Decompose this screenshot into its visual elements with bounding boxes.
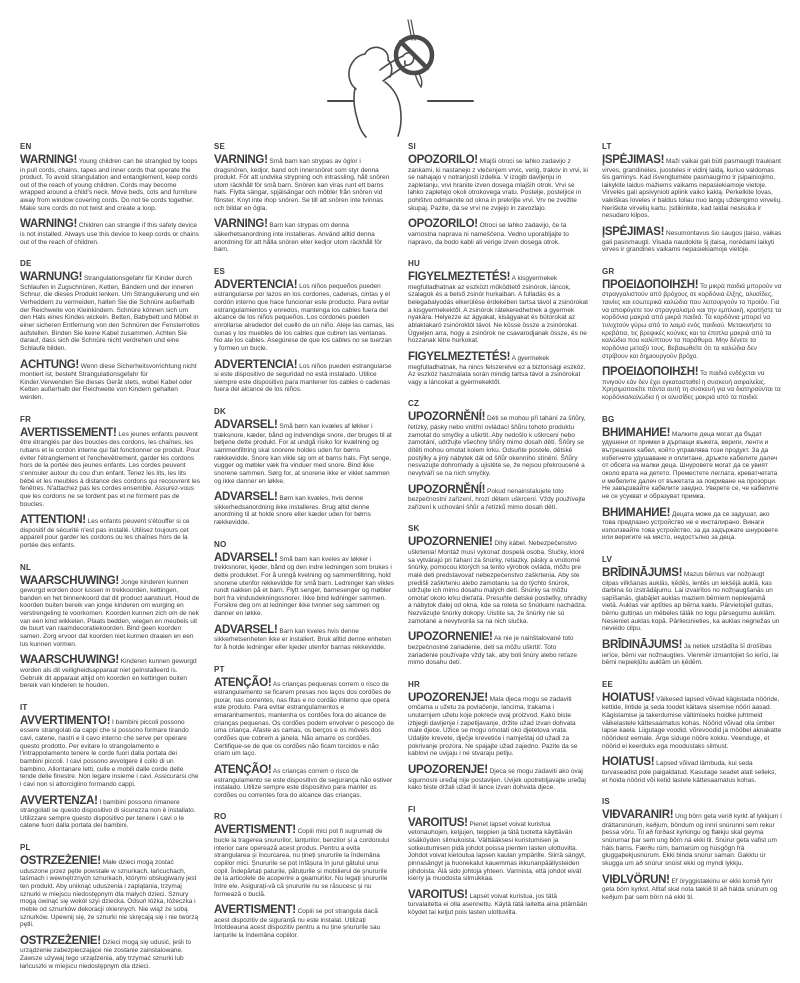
- warning-paragraph: [214, 765, 394, 799]
- warning-text: Djeca se mogu zadaviti ako ovaj sigurnosni uređaj nije postavljen. Uvijek upotrebljavajte uređaj kako biste držali užad ili lance izvan dohvata djece.: [408, 768, 586, 792]
- warning-text: Copiii mici pot fi sugrumați de bucle la tragerea șnururilor, lanțurilor, benzilor și a cordonului interior care operează acest produs. Pentru a evita strangularea și încurcarea, nu țineți șnururile la îndemâna copiilor mici. Șnururile se pot înfășura în jurul gâtului unui copil. Îndepărtați paturile, pătuțurile și mobilierul de șnururile de la articolele de acoperire a geamurilor. Nu legați șnururile între ele. Asigurați-vă că șnururile nu se răsucesc și nu formează o buclă.: [214, 828, 390, 898]
- warning-text: Τα μικρά παιδιά μπορούν να στραγγαλιστούν από βρόχους σε κορδόνια έλξης, αλυσίδες, ταινίες και εσωτερικά καλώδια που λειτουργούν το προϊόν. Για να αποφύγετε τον στραγγαλισμό και την εμπλοκή, κρατήστε τα κορδόνια μακριά από μικρά παιδιά. Τα κορδόνια μπορεί να τυλιχτούν γύρω από το λαιμό ενός παιδιού. Μετακινήστε τα κρεβάτια, τις βρεφικές κούνιες και τα έπιπλα μακριά από τα καλώδια που καλύπτουν τα παράθυρα. Μην δένετε τα κορδόνια μεταξύ τους. Βεβαιωθείτε ότι τα καλώδια δεν στρίβουν και δημιουργούν βρόχο.: [602, 282, 782, 360]
- warning-text: Jonge kinderen kunnen gewurgd worden door lussen in trekkoorden, kettingen, banden en het binnenkoord dat dit product aanstuurt. Houd de koorden buiten bereik van jonge kinderen om wurging en verstrengeling te voorkomen. Koorden kunnen zich om de nek van een kind wikkelen. Plaats bedden, wiegen en meubels uit de buurt van raamdecoratiekoorden. Bind geen koorden samen. Zorg ervoor dat koorden niet kunnen draaien en een lus kunnen vormen.: [20, 578, 200, 648]
- warning-text: Mazus bērnus var nožņaugt cilpas vilkšanas auklās, ķēdēs, lentēs un iekšējā auklā, kas darbina šo izstrādājumu. Lai izvairītos no nožņaugšanās un sapīšanās, glabājiet auklas maziem bērniem nepieejamā vietā. Auklas var aptīties ap bērna kaklu. Pārvietojiet gultas, bērnu gultiņas un mēbeles tālāk no logu pārsegumu auklām. Nesieniet auklas kopā. Pārliecinieties, ka auklas negriežas un neveido cilpu.: [602, 571, 780, 633]
- warning-paragraph: [602, 810, 782, 867]
- warning-paragraph: [20, 272, 200, 352]
- warning-headword: UPOZORNENIE!: [408, 536, 493, 549]
- warning-headword: AVERTISSEMENT!: [20, 426, 117, 439]
- warning-headword: AVVERTENZA!: [20, 794, 98, 807]
- warning-text: Děti se mohou při tahání za šňůry, řetízky, pásky nebo vnitřní ovládací šňůru tohoto produktu zamotat do smyčky a uškrtit. Aby nedošlo k uškrcení nebo zamotání, udržujte všechny šňůry mimo dosah dětí. Šňůry se dítěti mohou omotat kolem krku. Odsuňte postele, dětské postýlky a jiný nábytek dál od šňůr okenního stínění. Šňůry nesvazujte dohromady a ujistěte se, že nejsou překroucené a nevytváří se na nich smyčky.: [408, 415, 586, 477]
- warning-text: Børn kan kvæles, hvis denne sikkerhedsanordning ikke installeres. Brug altid denne anordning til at holde snore eller kæder uden for børns rækkevidde.: [214, 495, 371, 527]
- language-code: DE: [20, 259, 32, 269]
- child-figure-icon: [349, 47, 414, 137]
- warning-headword: WARNING!: [20, 218, 78, 231]
- warning-headword: WAARSCHUWING!: [20, 654, 119, 667]
- warning-headword: WAARSCHUWING!: [20, 574, 119, 587]
- warning-paragraph: [214, 155, 394, 212]
- section-lt: [602, 142, 782, 254]
- section-si: [408, 142, 588, 246]
- warning-paragraph: [214, 553, 394, 618]
- language-code: RO: [214, 812, 227, 822]
- warning-text: Nesumontavus šio saugos įtaiso, vaikas gali pasismaugti. Visada naudokite šį įtaisą, norėdami laikyti virves ir grandines vaikams nepasiekiamoje vietoje.: [602, 230, 782, 254]
- warning-text: Children can strangle if this safety device is not installed. Always use this device to keep cords or chains out of the reach of children.: [20, 222, 199, 246]
- section-gr: [602, 267, 782, 402]
- language-code: FI: [408, 804, 416, 814]
- warning-headword: AVERTISMENT!: [214, 824, 296, 837]
- warning-headword: ĮSPĖJIMAS!: [602, 226, 665, 239]
- language-code: SI: [408, 142, 416, 151]
- warning-text: Los niños pueden estrangularse si este dispositivo de seguridad no está instalado. Utilice siempre este dispositivo para mantener los cables o cadenas fuera del alcance de los niños.: [214, 362, 392, 394]
- warning-headword: WARNING!: [20, 154, 78, 166]
- warning-headword: VIÐLVÖRUN!: [602, 873, 670, 886]
- warning-paragraph: [20, 360, 200, 402]
- warning-text: Małe dzieci mogą zostać uduszone przez pętle powstałe w sznurkach, łańcuchach, taśmach i wewnętrznych sznurkach, którymi obsługiwany jest ten produkt. Aby uniknąć uduszenia i zaplątania, trzymaj sznurki w miejscu niedostępnym dla małych dzieci. Sznury mogą owinąć się wokół szyi dziecka. Odsuń łóżka, łóżeczka i meble od sznurków dekoracji okiennych. Nie wiąż ze sobą sznurków. Upewnij się, że sznurki nie skręcają się i nie tworzą pętli.: [20, 859, 199, 929]
- warning-paragraph: [408, 352, 588, 386]
- warning-paragraph: [602, 875, 782, 902]
- language-code: CZ: [408, 399, 420, 409]
- warning-headword: ΠΡΟΕΙΔΟΠΟΙΗΣΗ!: [602, 278, 699, 291]
- warning-text: Pokud nenainstalujete toto bezpečnostní zařízení, hrozí dětem uškrcení. Vždy používejte zařízení k uchování šňůr a řetízků mimo dosah dětí.: [408, 487, 586, 511]
- warning-paragraph: [20, 155, 200, 212]
- warning-paragraph: [408, 693, 588, 758]
- warning-text: Lapset voivat kuristua, jos tätä turvalaitetta ei olla asennettu. Käytä tätä laitetta aina pitämään köydet tai ketjut pois lasten ulottuvilta.: [408, 892, 588, 917]
- section-se: [214, 142, 394, 254]
- section-bg: [602, 415, 782, 542]
- warning-paragraph: [408, 412, 588, 477]
- section-it: [20, 703, 200, 830]
- language-code: HR: [408, 679, 420, 689]
- warning-headword: UPOZORENJE!: [408, 764, 488, 776]
- warning-text: Ja netiek uzstādīta šī drošības ierīce, bērni var nožņaugties. Vienmēr izmantojiet šo ierīci, lai bērni nepiekļūtu auklām un ķēdēm.: [602, 643, 779, 667]
- warning-paragraph: [602, 367, 782, 401]
- warning-paragraph: [602, 757, 782, 784]
- warning-headword: OPOZORILO!: [408, 218, 478, 231]
- warning-headword: ACHTUNG!: [20, 358, 79, 371]
- warning-paragraph: [20, 219, 200, 246]
- section-dk: [214, 407, 394, 527]
- warning-text: Les enfants peuvent s'étouffer si ce dispositif de sécurité n'est pas installé. Utilisez toujours cet appareil pour garder les cordons ou les chaînes hors de la portée des enfants.: [20, 518, 190, 549]
- warning-headword: ADVERTENCIA!: [214, 278, 298, 291]
- warning-paragraph: [408, 219, 588, 246]
- warning-headword: ATTENTION!: [20, 514, 86, 527]
- column-3: [408, 142, 588, 983]
- warning-text: Les jeunes enfants peuvent être étranglés par des boucles des cordons, les chaînes, les rubans et le cordon interne qui fait fonctionner ce produit. Pour éviter l'étranglement et l'enchevêtrement, garder les cordons hors de la portée des jeunes enfants. Les cordes peuvent s'enrouler autour du cou d'un enfant. Tenez les lits, les lits bébé et les meubles à distance des cordons qui recouvrent les fenêtres. N'attachez pas les cordes ensemble. Assurez-vous que les cordons ne se tordent pas et ne forment pas de boucles.: [20, 430, 200, 508]
- warning-paragraph: [214, 420, 394, 485]
- warning-headword: VIÐVARANIR!: [602, 809, 674, 822]
- warning-text: Ak nie je nainštalované toto bezpečnostné zariadenie, deti sa môžu uškrtiť. Toto zariadenie používajte vždy tak, aby boli šnúry alebo reťaze mimo dosahu detí.: [408, 635, 578, 667]
- warning-paragraph: [408, 537, 588, 625]
- section-no: [214, 540, 394, 652]
- warning-paragraph: [214, 625, 394, 652]
- warning-headword: UPOZORNĚNÍ!: [408, 483, 486, 496]
- warning-headword: ADVARSEL!: [214, 419, 278, 432]
- warning-text: A kisgyermekek megfulladhatnak az eszközt működtető zsinórok, láncok, szalagok és a belső zsinór hurkaiban. A fulladás és a belegabalyodás elkerülése érdekében tartsa távol a zsinórokat a kisgyermekektől. A zsinórok rátekeredhetnek a gyermek nyakára. Helyezze az ágyakat, kiságyakat és bútorokat az ablaktakaró zsinóroktól távol. Ne kösse össze a zsinórokat. Ügyeljen arra, hogy a zsinórok ne csavarodjanak össze, és ne hozzanak létre hurkokat.: [408, 275, 588, 345]
- language-code: SE: [214, 142, 226, 151]
- section-hr: [408, 680, 588, 792]
- warning-paragraph: [602, 693, 782, 750]
- section-en: [20, 142, 200, 246]
- warning-text: Barn kan strypas om denna säkerhetsanordning inte installeras. Använd alltid denna anordning för att hålla snören eller kedjor utom räckhåll för barn.: [214, 222, 383, 254]
- section-fi: [408, 805, 588, 917]
- warning-text: Ef öryggistækinu er ekki komið fyrir geta börn kyrkst. Alltaf skal nota tækið til að halda snúrum og keðjum þar sem börn ná ekki til.: [602, 877, 778, 901]
- warning-headword: WARNUNG!: [20, 271, 83, 284]
- language-code: ES: [214, 266, 226, 276]
- language-code: FR: [20, 414, 32, 424]
- warning-paragraph: [602, 227, 782, 254]
- language-code: GR: [602, 266, 615, 276]
- warning-headword: UPOZORNĚNÍ!: [408, 411, 486, 424]
- prohibition-icon: [396, 37, 432, 73]
- warning-paragraph: [602, 155, 782, 220]
- language-code: EN: [20, 142, 32, 151]
- warning-paragraph: [408, 155, 588, 212]
- strangulation-hazard-illustration: [325, 8, 475, 140]
- warning-paragraph: [602, 280, 782, 360]
- warning-headword: AVVERTIMENTO!: [20, 714, 111, 727]
- warning-text: Strangulationsgefahr für Kinder durch Schlaufen in Zugschnüren, Ketten, Bändern und der inneren Schnur, die dieses Produkt lenken. Um Strangulierung und ein Verheddern zu vermeiden, halten Sie die Schnüre außerhalb der Reichweite von Kleinkindern. Schnüre können sich um den Hals eines Kindes wickeln. Betten, Babybett und Möbel in einer sicheren Entfernung von den Schnüren der Fensterrollos aufstellen. Binden Sie keine Kabel zusammen. Achten Sie darauf, dass sich die Schnüre nicht verdrehen und eine Schlaufe bilden.: [20, 275, 200, 352]
- warning-paragraph: [408, 485, 588, 512]
- warning-paragraph: [214, 280, 394, 353]
- warning-text: Lapsed võivad lämbuda, kui seda turvaseadist pole paigaldatud. Kasutage seadet alati selleks, et hoida nöörid või ketid lastele kättesaamatus kohas.: [602, 760, 777, 784]
- warning-text: Wenn diese Sicherheitsvorrichtung nicht montiert ist, besteht Strangulationsgefahr für Kinder.Verwenden Sie dieses Gerät stets, wobei Kabel oder Ketten außerhalb der Reichweite von Kindern gehalten werden.: [20, 362, 197, 402]
- column-2: [214, 142, 394, 983]
- warning-text: Barn kan kveles hvis denne sikkerhetsenheten ikke er installert. Bruk alltid denne enheten for å holde ledninger eller kjeder utenfor barnas rekkevidde.: [214, 627, 392, 651]
- warning-text: Otroci se lahko zadavijo, če ta varnostna naprava ni nameščena. Vedno uporabljajte to napravo, da bodo kabli ali verige izven dosega otrok.: [408, 222, 569, 246]
- language-columns: [20, 142, 782, 983]
- warning-text: I bambini piccoli possono essere strangolati da cappi che si possono formare tirando cavi, catene, nastri e il cavo interno che serve per operare questo prodotto. Per evitare lo strangolamento e l'intrappolamento tenere le corde fuori dalla portata dei bambini piccoli. I cavi possono avvolgere il collo di un bambino. Allontanare letti, culle e mobili dalle corde delle tende delle finestre. Non legare insieme i cavi. Assicurarsi che i cavi non si attorciglino formando cappi.: [20, 718, 199, 788]
- warning-headword: FIGYELMEZTETÉS!: [408, 351, 511, 363]
- warning-headword: HOIATUS!: [602, 756, 655, 769]
- language-code: BG: [602, 414, 615, 424]
- section-de: [20, 259, 200, 402]
- warning-paragraph: [408, 765, 588, 792]
- warning-text: Mlajši otroci se lahko zadavijo z zankami, ki nastanejo z vlečenjem vrvic, verig, trakov in vrvi, ki se nahajajo v notranjosti izdelka. V izogib davljenju in zapletanju, vrvi hranite izven dosega mlajših otrok. Vrvi se lahko zapletejo okoli otrokovega vratu. Postelje, posteljice in pohištvo odmaknite od okna in prekrijte vrvi. Vrv ne zvežite skupaj. Pazite, da se vrvi ne zvijejo in zavozlajo.: [408, 158, 588, 212]
- section-lv: [602, 555, 782, 667]
- section-ro: [214, 812, 394, 939]
- warning-text: Young children can be strangled by loops in pull cords, chains, tapes and inner cords that operate the product. To avoid strangulation and entanglement, keep cords out of the reach of young children. Cords may become wrapped around a child's neck. Move beds, cots and furniture away from window covering cords. Do not tie cords together. Make sure cords do not twist and create a loop.: [20, 158, 198, 212]
- warning-headword: ĮSPĖJIMAS!: [602, 154, 665, 166]
- warning-text: A gyermekek megfulladhatnak, ha nincs felszerelve ez a biztonsági eszköz. Az eszköz használata során mindig tartsa távol a zsinórokat vagy a láncokat a gyermekektől.: [408, 355, 586, 386]
- warning-headword: ВНИМАНИЕ!: [602, 426, 671, 439]
- warning-headword: ADVARSEL!: [214, 491, 278, 504]
- warning-headword: AVERTISMENT!: [214, 904, 296, 917]
- section-pl: [20, 843, 200, 970]
- column-1: [20, 142, 200, 983]
- warning-headword: OSTRZEŻENIE!: [20, 934, 101, 947]
- warning-paragraph: [20, 936, 200, 970]
- warning-headword: ВНИМАНИЕ!: [602, 506, 671, 519]
- warning-text: Τα παιδιά ενδέχεται να πνιγούν εάν δεν έχει εγκατασταθεί η συσκευή ασφαλείας. Χρησιμοποιείτε πάντα αυτή τη συσκευή για να διατηρούνται τα κορδόνια/καλώδια ή οι αλυσίδες μακριά από τα παιδιά.: [602, 370, 781, 402]
- warning-headword: ATENÇÃO!: [214, 676, 272, 689]
- warning-paragraph: [20, 655, 200, 689]
- warning-text: Pienet lapset voivat kuristua vetonauhojen, ketjujen, teippien ja tätä tuotetta käyttävän sisäköyden silmukoista. Välttääksesi kuristumisen ja sotkeutumisen pidä johdot poissa pienten lasten ulottuvilta. Johdot voivat kietoutua lapsen kaulan ympärille. Siirrä sängyt, pinnasängyt ja huonekalut kauemmas ikkunanpäällysteiden johdoista. Älä sido johtoja yhteen. Varmista, että johdot eivät kierry ja muodosta silmukkaa.: [408, 820, 586, 883]
- warning-text: Малките деца могат да бъдат удушени от примки в дърпащи въжета, вериги, ленти и вътрешния кабел, който управлява този продукт. За да избегнете удушаване и оплитане, дръжте кабелите далеч от обсега на малки деца. Шнуровете могат да се увият около врата на детето. Преместете леглата, креватчетата и мебелите далеч от въжетата за покриване на прозорци. Не завързвайте кабелите заедно. Уверете се, че кабелите не се усукват и образуват примка.: [602, 430, 779, 500]
- warning-text: Dzieci mogą się udusić, jeśli to urządzenie zabezpieczające nie zostanie zainstalowane. Zawsze używaj tego urządzenia, aby trzymać sznurki lub łańcuszki w miejscu niedostępnym dla dzieci.: [20, 938, 192, 970]
- language-code: IS: [602, 797, 610, 807]
- warning-headword: VARNING!: [214, 218, 268, 231]
- warning-headword: BRĪDINĀJUMS!: [602, 567, 683, 579]
- warning-paragraph: [214, 219, 394, 253]
- warning-text: I bambini possono rimanere strangolati se questo dispositivo di sicurezza non è installato. Utilizzare sempre questo dispositivo per tenere i cavi o le catene fuori dalla portata dei bambini.: [20, 798, 196, 830]
- warning-text: Mala djeca mogu se zadaviti omčama u užetu za povlačenje, lancima, trakama i unutarnjem užetu koje pokreće ovaj proizvod. Kako biste izbjegli davljenje i zapetljavanje, držite užad izvan dohvata male djece. Užice se mogu omotati oko djetetova vrata. Udaljite krevete, dječje krevetiće i namještaj od užadi za pokrivanje prozora. Ne spajajte užad zajedno. Pazite da se kablovi ne uvijaju i ne stvaraju petlju.: [408, 695, 578, 758]
- warning-headword: ATENÇÃO!: [214, 764, 272, 776]
- warning-text: Dlhý kábel. Nebezpečenstvo uškrtenia! Montáž musí vykonať dospelá osoba. Slučky, ktoré sa vytvárajú pri ťahaní za šnúrky, retiazky, pásky a vnútorné šnúrky, pomocou ktorých sa tento výrobok ovláda, môžu pre malé deti predstavovať nebezpečenstvo zaškrtenia. Aby ste predišli zaškrteniu alebo zamotaniu sa do týchto šnúrok, udržujte ich mimo dosahu malých detí. Šnúrky sa môžu omotať okolo krku dieťaťa. Presuňte detské postieľky, ohrádky a nábytok ďalej od okna, kde sa roleta so šnúrkami nachádza. Nezväzujte šnúrky dokopy. Uistite sa, že šnúrky nie sú zamotané a nevytvorila sa na nich slučka.: [408, 540, 587, 625]
- warning-paragraph: [20, 576, 200, 649]
- warning-headword: VAROITUS!: [408, 816, 468, 829]
- warning-paragraph: [20, 796, 200, 830]
- warning-paragraph: [214, 360, 394, 394]
- warning-headword: ΠΡΟΕΙΔΟΠΟΙΗΣΗ!: [602, 366, 699, 379]
- warning-paragraph: [214, 905, 394, 939]
- warning-paragraph: [602, 428, 782, 501]
- warning-paragraph: [214, 678, 394, 758]
- language-code: LV: [602, 555, 613, 564]
- warning-text: As crianças pequenas correm o risco de estrangulamento se ficarem presas nos laços dos cordões de puxar, nas correntes, nas fitas e no cordão interno que opera este produto. Para evitar estrangulamentos e emaranhamentos, mantenha os cordões fora do alcance de crianças pequenas. Os cordões podem envolver o pescoço de uma criança. Afaste as camas, os berços e os móveis dos cordões que cobrem a janela. Não amarre os cordões. Certifique-se de que os cordões não ficam torcidos e não criam um laço.: [214, 680, 394, 758]
- warning-text: Små barn kan kveles av løkker i trekksnorer, kjeder, bånd og den indre ledningen som brukes i dette produktet. For å unngå kvelning og sammenfiltring, hold snorene utenfor rekkevidde for små barn. Ledninger kan vikles rundt nakken på et barn. Flytt senger, barnesenger og møbler bort fra vindusdekningssnorer. Ikke bind ledninger sammen. Forsikre deg om at ledninger ikke tvinner seg sammen og danner en løkke.: [214, 555, 394, 618]
- warning-paragraph: [20, 856, 200, 929]
- warning-headword: FIGYELMEZTETÉS!: [408, 271, 511, 284]
- section-nl: [20, 563, 200, 690]
- language-code: HU: [408, 259, 420, 269]
- warning-text: Copiii se pot strangula dacă acest dispozitiv de siguranță nu este instalat. Utilizați întotdeauna acest dispozitiv pentru a nu ține șnururile sau lanțurile la îndemâna copiilor.: [214, 908, 381, 940]
- warning-paragraph: [20, 515, 200, 549]
- section-pt: [214, 665, 394, 800]
- language-code: LT: [602, 142, 612, 151]
- warning-headword: ADVARSEL!: [214, 551, 278, 564]
- language-code: NL: [20, 562, 32, 572]
- section-sk: [408, 524, 588, 667]
- warning-paragraph: [408, 890, 588, 917]
- warning-headword: OSTRZEŻENIE!: [20, 855, 101, 868]
- section-es: [214, 267, 394, 394]
- warning-paragraph: [214, 492, 394, 526]
- section-hu: [408, 259, 588, 386]
- warning-headword: OPOZORILO!: [408, 154, 478, 166]
- warning-paragraph: [408, 818, 588, 883]
- warning-headword: VARNING!: [214, 154, 268, 166]
- warning-text: Små børn kan kvæles af løkker i træksnore, kæder, bånd og indvendige snore, der bruges til at betjene dette produkt. For at undgå risiko for kvælning og sammenfiltring skal snorene holdes uden for børns rækkevidde. Snore kan vikle sig om et barns hals. Flyt senge, vugger og møbler væk fra vinduer med snore. Bind ikke snorene sammen. Sørg for, at snorene ikke er viklet sammen og ikke danner en løkke.: [214, 423, 392, 485]
- language-code: IT: [20, 702, 28, 712]
- warning-headword: UPOZORNENIE!: [408, 631, 493, 644]
- warning-headword: ADVARSEL!: [214, 623, 278, 636]
- warning-headword: VAROITUS!: [408, 888, 468, 901]
- warning-paragraph: [20, 428, 200, 508]
- warning-paragraph: [408, 632, 588, 666]
- warning-paragraph: [602, 568, 782, 633]
- warning-text: Kinderen kunnen gewurgd worden als dit veiligheidsapparaat niet geïnstalleerd is. Gebruik dit apparaat altijd om koorden en kettingen buiten bereik van kinderen te houden.: [20, 658, 197, 690]
- warning-text: Los niños pequeños pueden estrangularse por lazos en los cordones, cadenas, cintas y el cordón interno que hace funcionar este producto. Para evitar estrangulamientos y enredos, mantenga los cables fuera del alcance de los niños pequeños. Los cordones pueden enrollarse alrededor del cuello de un niño. Aleje las camas, las cunas y los muebles de los cables que cubren las ventanas. No ate los cables. Asegúrese de que los cables no se tuerzan y formen un bucle.: [214, 282, 394, 352]
- section-ee: [602, 680, 782, 784]
- language-code: EE: [602, 679, 614, 689]
- section-is: [602, 797, 782, 901]
- language-code: DK: [214, 407, 226, 417]
- column-4: [602, 142, 782, 983]
- section-fr: [20, 415, 200, 550]
- warning-paragraph: [602, 640, 782, 667]
- language-code: SK: [408, 524, 420, 534]
- section-cz: [408, 399, 588, 511]
- language-code: PL: [20, 843, 31, 853]
- warning-paragraph: [408, 272, 588, 345]
- warning-text: Väikesed lapsed võivad kägistada nööride, kettide, lintide ja seda toodet käitava sisemise nööri aasad. Kägistamise ja takerdumise vältimiseks hoidke juhtmeid väikelastele kättesaamatus kohas. Nöörid võivad olla ümber lapse kaela. Liigutage voodid, võrevoodid ja mööbel aknakatte nööridest eemale. Ärge siduge nööre kokku. Veenduge, et nöörid ei keerduks ega moodustaks silmust.: [602, 695, 782, 750]
- warning-headword: HOIATUS!: [602, 691, 655, 704]
- warning-text: Ung börn geta verið kyrkt af lykkjum í dráttarsnúrum, keðjum, böndum og innri snúrunni sem rekur þessa vöru. Til að forðast kyrkingu og flækju skal geyma snúrurnar þar sem ung börn ná ekki til. Snúrur geta vafist um háls barns. Færðu rúm, barnarúm og húsgögn frá gluggaþekjusnúrum. Ekki binda snúrur saman. Gakktu úr skugga um að snúrur snúist ekki og myndi lykkju.: [602, 813, 782, 867]
- warning-paragraph: [602, 508, 782, 542]
- language-code: NO: [214, 539, 227, 549]
- warning-text: Maži vaikai gali būti pasmaugti traukiant virves, grandinėles, juosteles ir vidinį laidą, kuriuo valdomas šis gaminys. Kad išvengtumėte pasmaugimo ir įsipainiojimo, laikykite laidus mažiems vaikams nepasiekiamoje vietoje. Virvelės gali apsivynioti aplink vaiko kaklą. Perkelkite lovas, vaikiškas loveles ir baldus toliau nuo langų uždengimo virvelių. Neriškite virvelių kartu. Įsitikinkite, kad laidai nesisuka ir nesudaro kilpos.: [602, 158, 782, 220]
- warning-text: Децата може да се задушат, ако това предпазно устройство не е инсталирано. Винаги използвайте това устройство, за да задържате шнуровете или веригите на място, недостъпно за деца.: [602, 510, 778, 542]
- warning-text: Små barn kan strypas av öglor i dragsnören, kedjor, band och innersnöret som styr denna produkt. För att undvika strypning och intrassling, håll snören utom räckhåll för små barn. Snören kan viras runt ett barns hals. Flytta sängar, spjälsängar och möbler från snören vid fönster. Knyt inte ihop snören. Se till att snören inte tvinnas och bildar en ögla.: [214, 158, 390, 212]
- warning-paragraph: [20, 716, 200, 789]
- warning-headword: BRĪDINĀJUMS!: [602, 639, 683, 652]
- warning-text: As crianças correm o risco de estrangulamento se este dispositivo de segurança não estiver instalado. Utilize sempre este dispositivo para manter os cordões ou correntes fora do alcance das crianças.: [214, 768, 393, 799]
- warning-headword: UPOZORENJE!: [408, 691, 488, 704]
- language-code: PT: [214, 664, 225, 674]
- warning-headword: ADVERTENCIA!: [214, 358, 298, 371]
- warning-paragraph: [214, 825, 394, 898]
